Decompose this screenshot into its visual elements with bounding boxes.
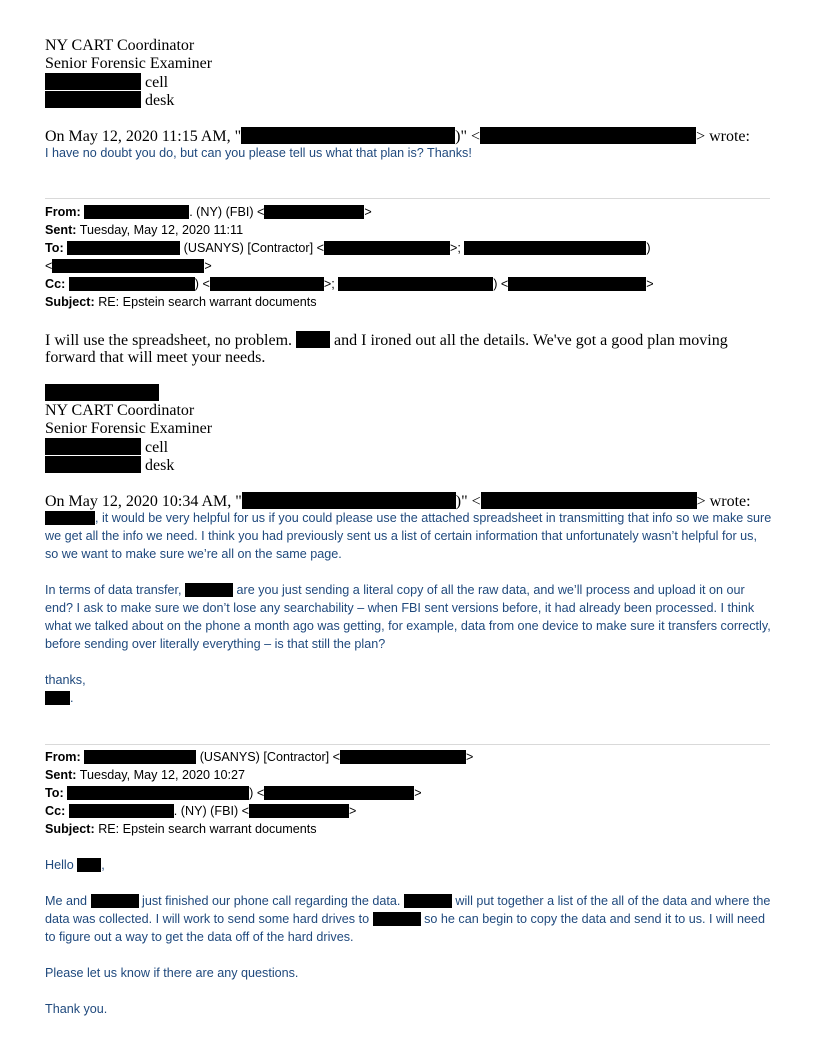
quoted-message: I have no doubt you do, but can you please tell us what that plan is? Thanks!	[45, 146, 472, 160]
header-to-continued	[45, 257, 212, 275]
quoted-paragraph	[45, 581, 773, 653]
to-value: ) <	[249, 786, 265, 800]
attribution-prefix: On May 12, 2020 11:15 AM, "	[45, 128, 242, 145]
message-paragraph	[45, 892, 773, 946]
from-value: (USANYS) [Contractor] <	[199, 750, 341, 764]
redaction-box	[404, 894, 452, 908]
quoted-text: , it would be very helpful for us if you could please use the attached spreadsheet in transmitting that info so we make sure we get all the info we need. I think you had previously sent us a list of certain information that unfortunately wasn’t helpful for us, so we want to make sure we’re all on the same page.	[45, 511, 772, 561]
message-paragraph: Please let us know if there are any questions.	[45, 966, 299, 980]
redaction-box	[480, 127, 696, 144]
subject-label: Subject:	[45, 822, 95, 836]
cell-label: cell	[145, 439, 169, 456]
redaction-box	[324, 241, 450, 255]
cc-value: . (NY) (FBI) <	[173, 804, 250, 818]
signature-name	[45, 384, 159, 403]
signature-title: NY CART Coordinator	[45, 37, 195, 54]
header-cc	[45, 802, 356, 820]
quoted-signature	[45, 689, 74, 707]
redaction-box	[481, 492, 697, 509]
redaction-box	[45, 456, 141, 473]
header-to	[45, 784, 422, 802]
message-body-line	[45, 331, 728, 350]
sent-label: Sent:	[45, 768, 77, 782]
redaction-box	[69, 804, 174, 818]
subject-value: RE: Epstein search warrant documents	[98, 295, 317, 309]
header-from	[45, 748, 473, 766]
body-text: I will use the spreadsheet, no problem.	[45, 332, 293, 349]
desk-label: desk	[145, 92, 175, 109]
header-subject	[45, 293, 317, 311]
cc-label: Cc:	[45, 277, 66, 291]
redaction-box	[241, 127, 455, 144]
body-text: will put together a list of the all of the data and where the data was collected. I will work to send some hard drives to	[45, 894, 771, 926]
from-value-end: >	[364, 205, 372, 219]
header-sent	[45, 766, 245, 784]
to-value-end: )	[646, 241, 651, 255]
signature-period: .	[70, 691, 74, 705]
greeting	[45, 856, 105, 874]
redaction-box	[67, 786, 249, 800]
attribution-suffix: > wrote:	[696, 493, 751, 510]
quoted-signoff: thanks,	[45, 673, 86, 687]
from-label: From:	[45, 205, 81, 219]
sent-value: Tuesday, May 12, 2020 10:27	[79, 768, 245, 782]
redaction-box	[45, 438, 141, 455]
body-text: Me and	[45, 894, 88, 908]
signature-role: Senior Forensic Examiner	[45, 55, 213, 72]
redaction-box	[296, 331, 330, 348]
redaction-box	[373, 912, 421, 926]
attribution-mid: )" <	[455, 493, 481, 510]
quoted-text: are you just sending a literal copy of all the raw data, and we’ll process and upload it on our end? I ask to make sure we don’t lose any searchability – when FBI sent versions before, it had already been processed. I think what we talked about on the phone a month ago was getting, for example, data from one device to make sure it transfers correctly, before sending over literally everything – is that still the plan?	[45, 583, 771, 651]
redaction-box	[338, 277, 493, 291]
signoff: Thank you.	[45, 1002, 108, 1016]
from-label: From:	[45, 750, 81, 764]
redaction-box	[210, 277, 324, 291]
redaction-box	[45, 691, 70, 705]
to-label: To:	[45, 241, 64, 255]
redaction-box	[52, 259, 204, 273]
redaction-box	[84, 205, 189, 219]
signature-cell-line	[45, 438, 168, 457]
redaction-box	[508, 277, 646, 291]
desk-label: desk	[145, 457, 175, 474]
sent-value: Tuesday, May 12, 2020 11:11	[79, 223, 244, 237]
attribution-prefix: On May 12, 2020 10:34 AM, "	[45, 493, 242, 510]
redaction-box	[77, 858, 101, 872]
redaction-box	[45, 511, 95, 525]
subject-value: RE: Epstein search warrant documents	[98, 822, 317, 836]
body-text: and I ironed out all the details. We've got a good plan moving	[334, 332, 728, 349]
greeting-text: Hello	[45, 858, 74, 872]
redaction-box	[45, 384, 159, 401]
redaction-box	[84, 750, 196, 764]
greeting-comma: ,	[101, 858, 105, 872]
signature-cell-line	[45, 73, 168, 92]
sent-label: Sent:	[45, 223, 77, 237]
cc-value-2: ) <	[493, 277, 509, 291]
redaction-box	[464, 241, 646, 255]
redaction-box	[45, 73, 141, 90]
attribution-mid: )" <	[455, 128, 481, 145]
redaction-box	[67, 241, 180, 255]
redaction-box	[45, 91, 141, 108]
from-value: . (NY) (FBI) <	[189, 205, 265, 219]
from-value-end: >	[466, 750, 474, 764]
redaction-box	[91, 894, 139, 908]
to-value-end: >	[414, 786, 422, 800]
cc-value: ) <	[194, 277, 210, 291]
body-text: so he can begin to copy the data and send it to us. I will need to figure out a way to get the data off of the hard drives.	[45, 912, 766, 944]
to-continued-close: >	[204, 259, 212, 273]
message-divider	[45, 198, 770, 199]
redaction-box	[249, 804, 349, 818]
cc-value-end: >	[646, 277, 654, 291]
redaction-box	[242, 492, 456, 509]
subject-label: Subject:	[45, 295, 95, 309]
attribution-suffix: > wrote:	[696, 128, 750, 145]
header-sent	[45, 221, 243, 239]
header-from	[45, 203, 372, 221]
redaction-box	[340, 750, 466, 764]
to-value: (USANYS) [Contractor] <	[183, 241, 324, 255]
signature-role: Senior Forensic Examiner	[45, 420, 213, 437]
cc-value-sep: >;	[323, 277, 335, 291]
signature-title: NY CART Coordinator	[45, 402, 195, 419]
to-label: To:	[45, 786, 64, 800]
header-to	[45, 239, 651, 257]
cc-value-end: >	[349, 804, 357, 818]
to-value-sep: >;	[449, 241, 461, 255]
redaction-box	[264, 786, 414, 800]
header-subject	[45, 820, 317, 838]
to-continued-open: <	[45, 259, 53, 273]
redaction-box	[69, 277, 195, 291]
cell-label: cell	[145, 74, 169, 91]
message-divider	[45, 744, 770, 745]
quoted-text: In terms of data transfer,	[45, 583, 182, 597]
redaction-box	[264, 205, 364, 219]
header-cc	[45, 275, 654, 293]
signature-desk-line	[45, 456, 174, 475]
message-body-line: forward that will meet your needs.	[45, 349, 266, 366]
body-text: just finished our phone call regarding the data.	[142, 894, 401, 908]
redaction-box	[185, 583, 233, 597]
signature-desk-line	[45, 91, 174, 110]
cc-label: Cc:	[45, 804, 66, 818]
quoted-paragraph	[45, 509, 773, 563]
